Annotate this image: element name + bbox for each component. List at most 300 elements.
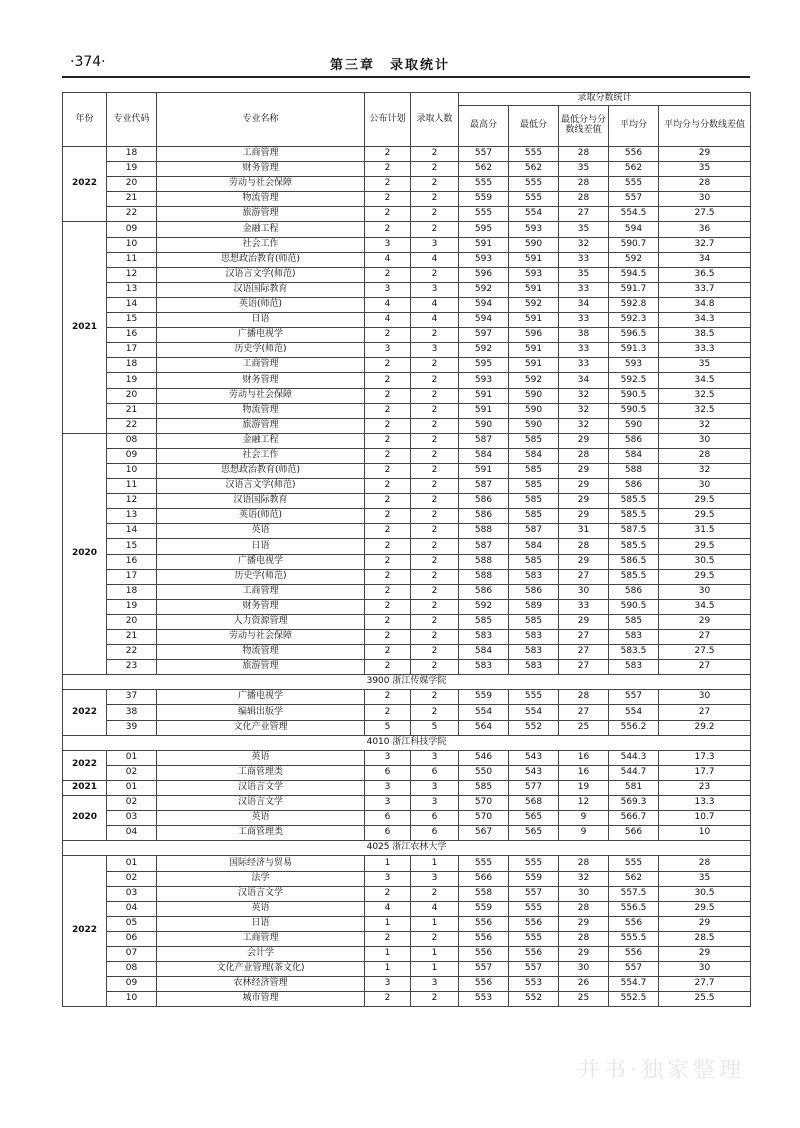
- cell-avg-gap: 27: [659, 630, 751, 645]
- cell-min: 585: [509, 479, 559, 494]
- table-row: [63, 343, 751, 358]
- cell-avg: 569.3: [609, 796, 659, 811]
- cell-major: 工商管理类: [157, 765, 365, 780]
- cell-major: 旅游管理: [157, 660, 365, 675]
- cell-avg-gap: 32: [659, 463, 751, 478]
- cell-code: 22: [107, 418, 157, 433]
- cell-min: 555: [509, 177, 559, 192]
- cell-plan: 2: [365, 690, 411, 705]
- cell-max: 596: [459, 267, 509, 282]
- table-row: [63, 992, 751, 1007]
- cell-max: 559: [459, 192, 509, 207]
- table-row: [63, 720, 751, 735]
- cell-major: 工商管理: [157, 584, 365, 599]
- cell-min-gap: 9: [559, 811, 609, 826]
- table-row: [63, 403, 751, 418]
- cell-major: 会计学: [157, 946, 365, 961]
- year-cell: 2021: [63, 222, 107, 433]
- cell-major: 金融工程: [157, 433, 365, 448]
- cell-max: 559: [459, 690, 509, 705]
- cell-admitted: 3: [411, 977, 459, 992]
- cell-major: 思想政治教育(师范): [157, 252, 365, 267]
- cell-plan: 2: [365, 267, 411, 282]
- cell-code: 08: [107, 962, 157, 977]
- cell-min: 552: [509, 992, 559, 1007]
- cell-major: 国际经济与贸易: [157, 856, 365, 871]
- table-row: [63, 705, 751, 720]
- cell-min: 555: [509, 901, 559, 916]
- cell-min-gap: 25: [559, 720, 609, 735]
- cell-max: 597: [459, 328, 509, 343]
- cell-code: 01: [107, 780, 157, 795]
- cell-min-gap: 32: [559, 418, 609, 433]
- cell-plan: 1: [365, 916, 411, 931]
- cell-admitted: 3: [411, 282, 459, 297]
- cell-admitted: 2: [411, 705, 459, 720]
- cell-admitted: 2: [411, 509, 459, 524]
- cell-min-gap: 34: [559, 297, 609, 312]
- cell-avg: 555: [609, 177, 659, 192]
- cell-major: 物流管理: [157, 192, 365, 207]
- cell-avg: 554.7: [609, 977, 659, 992]
- cell-code: 15: [107, 539, 157, 554]
- cell-min: 585: [509, 509, 559, 524]
- table-row: [63, 614, 751, 629]
- cell-code: 02: [107, 765, 157, 780]
- cell-major: 劳动与社会保障: [157, 388, 365, 403]
- cell-plan: 2: [365, 524, 411, 539]
- cell-code: 21: [107, 192, 157, 207]
- cell-max: 591: [459, 403, 509, 418]
- cell-avg-gap: 29: [659, 614, 751, 629]
- cell-code: 03: [107, 886, 157, 901]
- cell-code: 01: [107, 750, 157, 765]
- cell-admitted: 2: [411, 373, 459, 388]
- cell-plan: 2: [365, 554, 411, 569]
- year-cell: 2022: [63, 856, 107, 1007]
- cell-plan: 2: [365, 162, 411, 177]
- cell-min-gap: 33: [559, 313, 609, 328]
- cell-avg: 586: [609, 479, 659, 494]
- year-cell: 2020: [63, 433, 107, 675]
- cell-avg: 585.5: [609, 569, 659, 584]
- table-row: [63, 237, 751, 252]
- cell-avg: 544.7: [609, 765, 659, 780]
- cell-code: 20: [107, 614, 157, 629]
- school-row: [63, 841, 751, 856]
- cell-min-gap: 29: [559, 946, 609, 961]
- header-plan: 公布计划: [365, 93, 411, 147]
- cell-max: 595: [459, 222, 509, 237]
- cell-avg-gap: 29.5: [659, 901, 751, 916]
- table-row: [63, 780, 751, 795]
- table-row: [63, 886, 751, 901]
- cell-avg-gap: 28: [659, 448, 751, 463]
- cell-major: 日语: [157, 539, 365, 554]
- header-avg: 平均分: [609, 106, 659, 147]
- cell-code: 08: [107, 433, 157, 448]
- cell-avg-gap: 29.5: [659, 494, 751, 509]
- cell-code: 09: [107, 977, 157, 992]
- cell-admitted: 4: [411, 901, 459, 916]
- cell-avg: 586.5: [609, 554, 659, 569]
- cell-code: 07: [107, 946, 157, 961]
- cell-plan: 2: [365, 403, 411, 418]
- table-row: [63, 297, 751, 312]
- cell-plan: 3: [365, 796, 411, 811]
- cell-avg-gap: 33.3: [659, 343, 751, 358]
- cell-admitted: 2: [411, 494, 459, 509]
- cell-plan: 2: [365, 509, 411, 524]
- cell-max: 570: [459, 796, 509, 811]
- cell-major: 社会工作: [157, 448, 365, 463]
- cell-max: 592: [459, 343, 509, 358]
- cell-admitted: 2: [411, 418, 459, 433]
- cell-min: 590: [509, 388, 559, 403]
- cell-avg: 590.5: [609, 388, 659, 403]
- cell-code: 16: [107, 554, 157, 569]
- cell-avg: 554: [609, 705, 659, 720]
- cell-avg: 584: [609, 448, 659, 463]
- table-row: [63, 962, 751, 977]
- cell-major: 英语: [157, 811, 365, 826]
- cell-code: 22: [107, 645, 157, 660]
- cell-plan: 6: [365, 826, 411, 841]
- cell-min-gap: 29: [559, 479, 609, 494]
- cell-avg: 555.5: [609, 931, 659, 946]
- cell-major: 劳动与社会保障: [157, 630, 365, 645]
- cell-min: 592: [509, 373, 559, 388]
- cell-max: 587: [459, 479, 509, 494]
- cell-major: 工商管理: [157, 931, 365, 946]
- cell-min-gap: 16: [559, 765, 609, 780]
- cell-admitted: 2: [411, 463, 459, 478]
- cell-min: 593: [509, 267, 559, 282]
- cell-max: 595: [459, 358, 509, 373]
- cell-admitted: 1: [411, 946, 459, 961]
- cell-code: 17: [107, 343, 157, 358]
- cell-min: 554: [509, 705, 559, 720]
- cell-max: 593: [459, 373, 509, 388]
- cell-code: 11: [107, 479, 157, 494]
- cell-admitted: 2: [411, 645, 459, 660]
- cell-code: 03: [107, 811, 157, 826]
- cell-major: 英语(师范): [157, 297, 365, 312]
- cell-major: 英语(师范): [157, 509, 365, 524]
- cell-avg-gap: 27.7: [659, 977, 751, 992]
- cell-min: 555: [509, 931, 559, 946]
- cell-avg-gap: 30: [659, 584, 751, 599]
- cell-max: 594: [459, 297, 509, 312]
- cell-min: 562: [509, 162, 559, 177]
- cell-code: 05: [107, 916, 157, 931]
- cell-avg-gap: 32.5: [659, 403, 751, 418]
- cell-min-gap: 26: [559, 977, 609, 992]
- table-row: [63, 252, 751, 267]
- table-row: [63, 539, 751, 554]
- cell-avg-gap: 30.5: [659, 886, 751, 901]
- cell-plan: 3: [365, 750, 411, 765]
- cell-code: 12: [107, 267, 157, 282]
- cell-admitted: 2: [411, 690, 459, 705]
- table-row: [63, 162, 751, 177]
- cell-admitted: 6: [411, 811, 459, 826]
- cell-code: 19: [107, 599, 157, 614]
- cell-avg-gap: 29: [659, 916, 751, 931]
- cell-avg: 556.5: [609, 901, 659, 916]
- table-row: [63, 479, 751, 494]
- cell-code: 09: [107, 222, 157, 237]
- cell-admitted: 4: [411, 252, 459, 267]
- cell-min: 591: [509, 282, 559, 297]
- cell-max: 555: [459, 856, 509, 871]
- cell-max: 587: [459, 433, 509, 448]
- cell-avg: 596.5: [609, 328, 659, 343]
- cell-avg-gap: 34.5: [659, 373, 751, 388]
- year-cell: 2022: [63, 690, 107, 735]
- school-name: 浙江农林大学: [392, 842, 447, 853]
- cell-avg: 585.5: [609, 539, 659, 554]
- cell-avg: 566: [609, 826, 659, 841]
- cell-major: 广播电视学: [157, 554, 365, 569]
- cell-major: 英语: [157, 750, 365, 765]
- cell-avg: 587.5: [609, 524, 659, 539]
- cell-max: 554: [459, 705, 509, 720]
- cell-code: 10: [107, 237, 157, 252]
- cell-avg-gap: 30: [659, 962, 751, 977]
- cell-avg: 581: [609, 780, 659, 795]
- cell-max: 588: [459, 524, 509, 539]
- cell-plan: 2: [365, 147, 411, 162]
- table-row: [63, 554, 751, 569]
- cell-max: 593: [459, 252, 509, 267]
- header-major: 专业名称: [157, 93, 365, 147]
- cell-plan: 2: [365, 207, 411, 222]
- cell-avg: 556: [609, 147, 659, 162]
- cell-min: 556: [509, 916, 559, 931]
- cell-plan: 2: [365, 569, 411, 584]
- cell-admitted: 2: [411, 584, 459, 599]
- cell-avg: 585.5: [609, 494, 659, 509]
- cell-max: 585: [459, 780, 509, 795]
- cell-avg: 588: [609, 463, 659, 478]
- cell-admitted: 1: [411, 962, 459, 977]
- table-row: [63, 645, 751, 660]
- cell-avg: 556.2: [609, 720, 659, 735]
- cell-min-gap: 29: [559, 916, 609, 931]
- cell-major: 历史学(师范): [157, 569, 365, 584]
- cell-plan: 2: [365, 614, 411, 629]
- school-row: [63, 675, 751, 690]
- cell-major: 历史学(师范): [157, 343, 365, 358]
- table-row: [63, 931, 751, 946]
- cell-min: 565: [509, 826, 559, 841]
- page-number: ·374·: [70, 54, 106, 70]
- cell-plan: 4: [365, 252, 411, 267]
- cell-max: 583: [459, 660, 509, 675]
- cell-major: 工商管理类: [157, 826, 365, 841]
- cell-max: 556: [459, 931, 509, 946]
- table-row: [63, 509, 751, 524]
- table-row: [63, 358, 751, 373]
- cell-avg-gap: 25.5: [659, 992, 751, 1007]
- cell-plan: 2: [365, 630, 411, 645]
- cell-min-gap: 29: [559, 509, 609, 524]
- cell-min: 585: [509, 614, 559, 629]
- table-row: [63, 796, 751, 811]
- cell-admitted: 2: [411, 207, 459, 222]
- cell-max: 586: [459, 494, 509, 509]
- cell-max: 556: [459, 916, 509, 931]
- cell-avg-gap: 31.5: [659, 524, 751, 539]
- cell-plan: 2: [365, 448, 411, 463]
- cell-major: 旅游管理: [157, 418, 365, 433]
- cell-code: 10: [107, 463, 157, 478]
- cell-min: 565: [509, 811, 559, 826]
- cell-max: 584: [459, 448, 509, 463]
- cell-avg-gap: 29.2: [659, 720, 751, 735]
- cell-min-gap: 33: [559, 599, 609, 614]
- cell-major: 汉语言文学(师范): [157, 479, 365, 494]
- cell-admitted: 2: [411, 931, 459, 946]
- cell-avg-gap: 10: [659, 826, 751, 841]
- cell-plan: 1: [365, 856, 411, 871]
- cell-min-gap: 12: [559, 796, 609, 811]
- year-cell: 2022: [63, 750, 107, 780]
- school-name: 浙江传媒学院: [392, 676, 447, 687]
- school-code: 4010: [366, 736, 390, 747]
- cell-max: 588: [459, 569, 509, 584]
- table-row: [63, 977, 751, 992]
- cell-plan: 2: [365, 494, 411, 509]
- cell-plan: 2: [365, 705, 411, 720]
- table-row: [63, 524, 751, 539]
- cell-min: 591: [509, 343, 559, 358]
- cell-min-gap: 28: [559, 177, 609, 192]
- table-row: [63, 856, 751, 871]
- cell-major: 物流管理: [157, 645, 365, 660]
- cell-min: 583: [509, 569, 559, 584]
- cell-code: 10: [107, 992, 157, 1007]
- cell-min-gap: 28: [559, 856, 609, 871]
- cell-avg: 557: [609, 690, 659, 705]
- table-row: [63, 946, 751, 961]
- cell-plan: 3: [365, 343, 411, 358]
- cell-major: 广播电视学: [157, 328, 365, 343]
- cell-max: 553: [459, 992, 509, 1007]
- cell-min-gap: 30: [559, 584, 609, 599]
- table-row: [63, 147, 751, 162]
- table-row: [63, 569, 751, 584]
- cell-min: 590: [509, 403, 559, 418]
- cell-avg: 557: [609, 192, 659, 207]
- table-row: [63, 207, 751, 222]
- cell-min: 543: [509, 750, 559, 765]
- cell-admitted: 2: [411, 524, 459, 539]
- cell-major: 汉语言文学: [157, 886, 365, 901]
- cell-min-gap: 32: [559, 403, 609, 418]
- cell-plan: 2: [365, 177, 411, 192]
- header-admitted: 录取人数: [411, 93, 459, 147]
- table-row: [63, 916, 751, 931]
- cell-avg-gap: 32: [659, 418, 751, 433]
- cell-max: 592: [459, 599, 509, 614]
- cell-admitted: 2: [411, 539, 459, 554]
- cell-avg: 557: [609, 962, 659, 977]
- cell-avg: 583: [609, 630, 659, 645]
- header-min: 最低分: [509, 106, 559, 147]
- cell-admitted: 3: [411, 871, 459, 886]
- cell-avg: 590.5: [609, 599, 659, 614]
- cell-admitted: 2: [411, 267, 459, 282]
- cell-min-gap: 28: [559, 690, 609, 705]
- cell-avg-gap: 34.3: [659, 313, 751, 328]
- cell-avg-gap: 36: [659, 222, 751, 237]
- cell-max: 555: [459, 177, 509, 192]
- cell-max: 550: [459, 765, 509, 780]
- cell-avg: 556: [609, 946, 659, 961]
- cell-avg: 562: [609, 871, 659, 886]
- cell-max: 584: [459, 645, 509, 660]
- cell-min: 585: [509, 463, 559, 478]
- cell-min-gap: 30: [559, 962, 609, 977]
- cell-min-gap: 33: [559, 358, 609, 373]
- cell-major: 物流管理: [157, 403, 365, 418]
- cell-avg-gap: 28: [659, 177, 751, 192]
- cell-major: 工商管理: [157, 147, 365, 162]
- cell-admitted: 4: [411, 313, 459, 328]
- cell-code: 06: [107, 931, 157, 946]
- cell-major: 思想政治教育(师范): [157, 463, 365, 478]
- cell-min-gap: 16: [559, 750, 609, 765]
- cell-plan: 4: [365, 297, 411, 312]
- cell-max: 586: [459, 509, 509, 524]
- cell-avg-gap: 30: [659, 690, 751, 705]
- cell-avg-gap: 32.7: [659, 237, 751, 252]
- cell-avg: 557.5: [609, 886, 659, 901]
- cell-admitted: 5: [411, 720, 459, 735]
- cell-admitted: 2: [411, 614, 459, 629]
- cell-avg-gap: 32.5: [659, 388, 751, 403]
- cell-min-gap: 32: [559, 237, 609, 252]
- cell-avg-gap: 29: [659, 147, 751, 162]
- cell-admitted: 3: [411, 796, 459, 811]
- cell-max: 594: [459, 313, 509, 328]
- table-row: [63, 750, 751, 765]
- cell-min: 555: [509, 147, 559, 162]
- cell-code: 22: [107, 207, 157, 222]
- cell-avg: 555: [609, 856, 659, 871]
- school-header: [63, 675, 751, 690]
- cell-min: 557: [509, 886, 559, 901]
- cell-min-gap: 27: [559, 207, 609, 222]
- cell-avg-gap: 30: [659, 479, 751, 494]
- cell-code: 16: [107, 328, 157, 343]
- cell-plan: 2: [365, 358, 411, 373]
- cell-min-gap: 35: [559, 267, 609, 282]
- cell-min-gap: 29: [559, 614, 609, 629]
- cell-major: 英语: [157, 901, 365, 916]
- table-body: [63, 147, 751, 1007]
- cell-avg-gap: 33.7: [659, 282, 751, 297]
- school-code: 3900: [366, 676, 390, 687]
- cell-major: 法学: [157, 871, 365, 886]
- cell-avg: 592.3: [609, 313, 659, 328]
- table-row: [63, 448, 751, 463]
- cell-avg-gap: 29.5: [659, 509, 751, 524]
- cell-avg: 556: [609, 916, 659, 931]
- cell-avg-gap: 34.8: [659, 297, 751, 312]
